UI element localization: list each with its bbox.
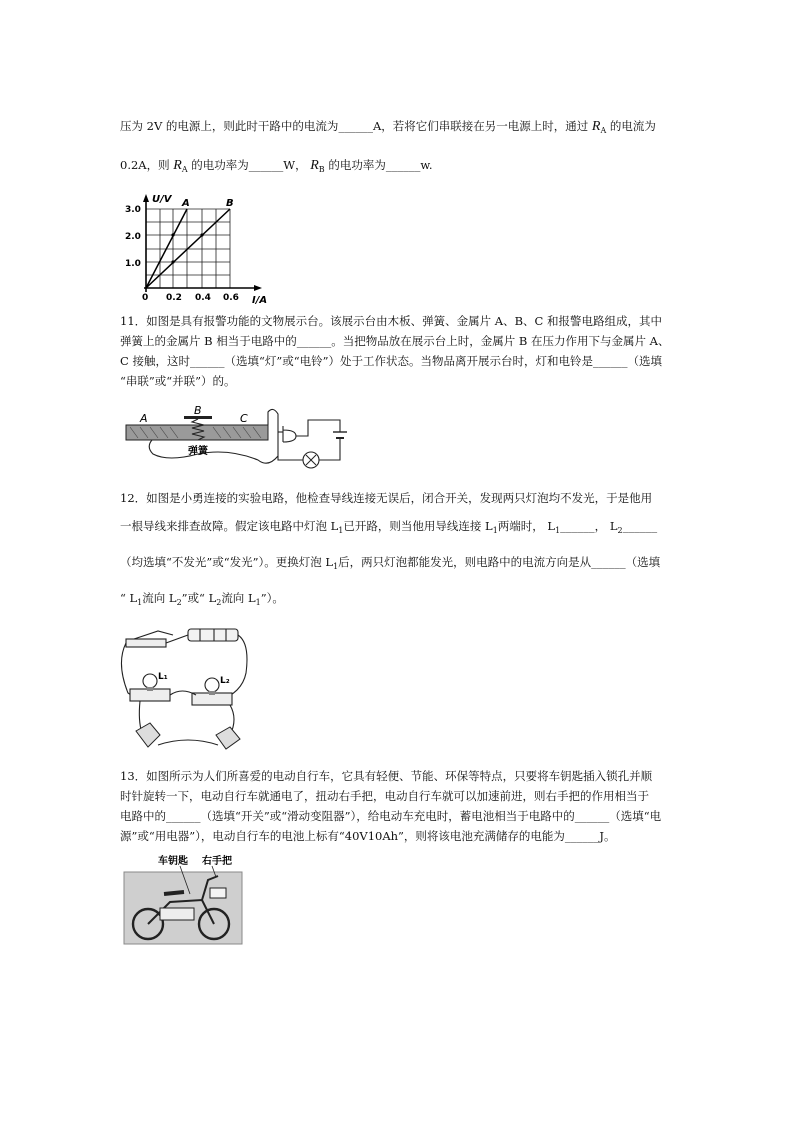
bulb-l2-label: L₂ xyxy=(220,676,230,686)
q10-ra-sub: A xyxy=(600,126,607,135)
q12-line-1: 12．如图是小勇连接的实验电路，他检查导线连接无误后，闭合开关，发现两只灯泡均不发光，于是他用 xyxy=(120,491,653,505)
q10-line1-text-c: 的电流为 xyxy=(609,119,656,133)
q10-line1-text-b: A，若将它们串联接在另一电源上时，通过 xyxy=(372,119,589,133)
q10-ra-sub-2: A xyxy=(181,165,188,174)
q11-line-2: 弹簧上的金属片 B 相当于电路中的______。当把物品放在展示台上时，金属片 B 在压力作用下与金属片 A、 xyxy=(120,334,670,348)
q12-line2-e: ______ xyxy=(622,519,658,533)
key-label: 车钥匙 xyxy=(158,856,188,867)
q12-line4-b: 流向 L xyxy=(142,591,177,605)
q13-line-1: 13．如图所示为人们所喜爱的电动自行车，它具有轻便、节能、环保等特点，只要将车钥匙插入锁孔并顺 xyxy=(120,769,653,783)
x-tick-04: 0.4 xyxy=(195,293,211,303)
q13-line-3: 电路中的______（选填“开关”或“滑动变阻器”），给电动车充电时，蓄电池相当于电路中的______（选填“电 xyxy=(120,809,662,823)
bulb-l1-icon xyxy=(143,674,157,688)
q10-line-1 xyxy=(120,118,656,139)
q12-line2-s2: 1 xyxy=(492,526,498,535)
q12-line2-d: ______， L xyxy=(560,519,618,533)
q12-circuit-figure xyxy=(118,623,258,753)
q10-line1-text-a: 压为 2V 的电源上，则此时干路中的电流为 xyxy=(120,119,339,133)
q12-line4-e: ”）。 xyxy=(260,591,284,605)
left-hand-icon xyxy=(136,723,160,747)
q12-line4-s2: 2 xyxy=(176,598,182,607)
q12-line2-s3: 1 xyxy=(555,526,561,535)
x-tick-06: 0.6 xyxy=(223,293,239,303)
q12-line3-s1: 1 xyxy=(333,562,339,571)
right-hand-icon xyxy=(216,727,240,749)
q10-line2-text-c: W， xyxy=(283,158,307,172)
q12-line4-s1: 1 xyxy=(137,598,143,607)
y-axis-label: U/V xyxy=(152,194,172,205)
handle-label: 右手把 xyxy=(202,856,232,867)
q12-line2-c: 两端时， L xyxy=(497,519,556,533)
q13-line-2: 时针旋转一下，电动自行车就通电了，扭动右手把，电动自行车就可以加速前进，则右手把的作用相当于 xyxy=(120,789,649,803)
q10-current-blank: ______ xyxy=(338,119,373,133)
q12-line4-c: ”或“ L xyxy=(181,591,217,605)
q12-line4-s3: 2 xyxy=(216,598,222,607)
q10-line2-text-e: w. xyxy=(420,158,433,172)
line-b-label: B xyxy=(226,198,234,209)
q10-line2-text-d: 的电功率为 xyxy=(328,158,386,172)
q10-ra-symbol: R xyxy=(591,119,601,134)
q12-line3-b: 后，两只灯泡都能发光，则电路中的电流方向是从______（选填 xyxy=(338,555,661,569)
label-b: B xyxy=(194,404,202,417)
q10-line2-text-a: 0.2A，则 xyxy=(120,158,170,172)
q10-power-b-blank: ______ xyxy=(385,158,421,172)
x-tick-02: 0.2 xyxy=(166,293,182,303)
origin-label: 0 xyxy=(142,293,149,303)
q12-line-4 xyxy=(120,590,284,611)
q12-line2-s1: 1 xyxy=(338,526,344,535)
q11-display-stand-figure xyxy=(118,402,358,476)
bulb-l2-icon xyxy=(205,678,219,692)
q12-line2-a: 一根导线来排查故障。假定该电路中灯泡 L xyxy=(120,519,339,533)
q12-line-3 xyxy=(120,554,660,575)
q10-ra-symbol-2: R xyxy=(173,158,182,173)
y-tick-2: 2.0 xyxy=(125,232,141,242)
line-a xyxy=(146,209,187,288)
x-axis-label: I/A xyxy=(252,295,268,306)
q12-line4-d: 流向 L xyxy=(221,591,256,605)
q12-line-2 xyxy=(120,518,657,539)
q10-rb-symbol: R xyxy=(310,158,319,173)
q11-line-4: “串联”或“并联”）的。 xyxy=(120,374,236,388)
line-b xyxy=(146,209,230,288)
y-tick-3: 3.0 xyxy=(125,205,141,215)
q12-line4-s4: 1 xyxy=(255,598,261,607)
q10-line-2 xyxy=(120,157,432,178)
q12-line2-s4: 2 xyxy=(617,526,623,535)
q12-line3-a: （均选填“不发光”或“发光”）。更换灯泡 L xyxy=(120,555,334,569)
q10-rb-sub: B xyxy=(318,165,325,174)
spring-label: 弹簧 xyxy=(188,446,208,457)
q10-power-a-blank: ______ xyxy=(248,158,284,172)
q13-ebike-figure xyxy=(120,852,250,947)
q11-line-1: 11．如图是具有报警功能的文物展示台。该展示台由木板、弹簧、金属片 A、B、C 和报警电路组成，其中 xyxy=(120,314,662,328)
bulb-l1-label: L₁ xyxy=(158,672,168,682)
line-a-label: A xyxy=(182,198,190,209)
q12-line4-a: “ L xyxy=(120,591,138,605)
q11-line-3: C 接触，这时______（选填“灯”或“电铃”）处于工作状态。当物品离开展示台时，灯和电铃是______（选填 xyxy=(120,354,662,368)
q13-line-4: 源”或“用电器”），电动自行车的电池上标有“40V10Ah”，则将该电池充满储存的电能为______J。 xyxy=(120,829,616,843)
q12-line2-b: 已开路，则当他用导线连接 L xyxy=(343,519,493,533)
label-c: C xyxy=(240,412,248,425)
label-a: A xyxy=(140,412,148,425)
y-tick-1: 1.0 xyxy=(125,259,141,269)
q10-line2-text-b: 的电功率为 xyxy=(191,158,249,172)
q10-ui-graph xyxy=(118,192,278,310)
